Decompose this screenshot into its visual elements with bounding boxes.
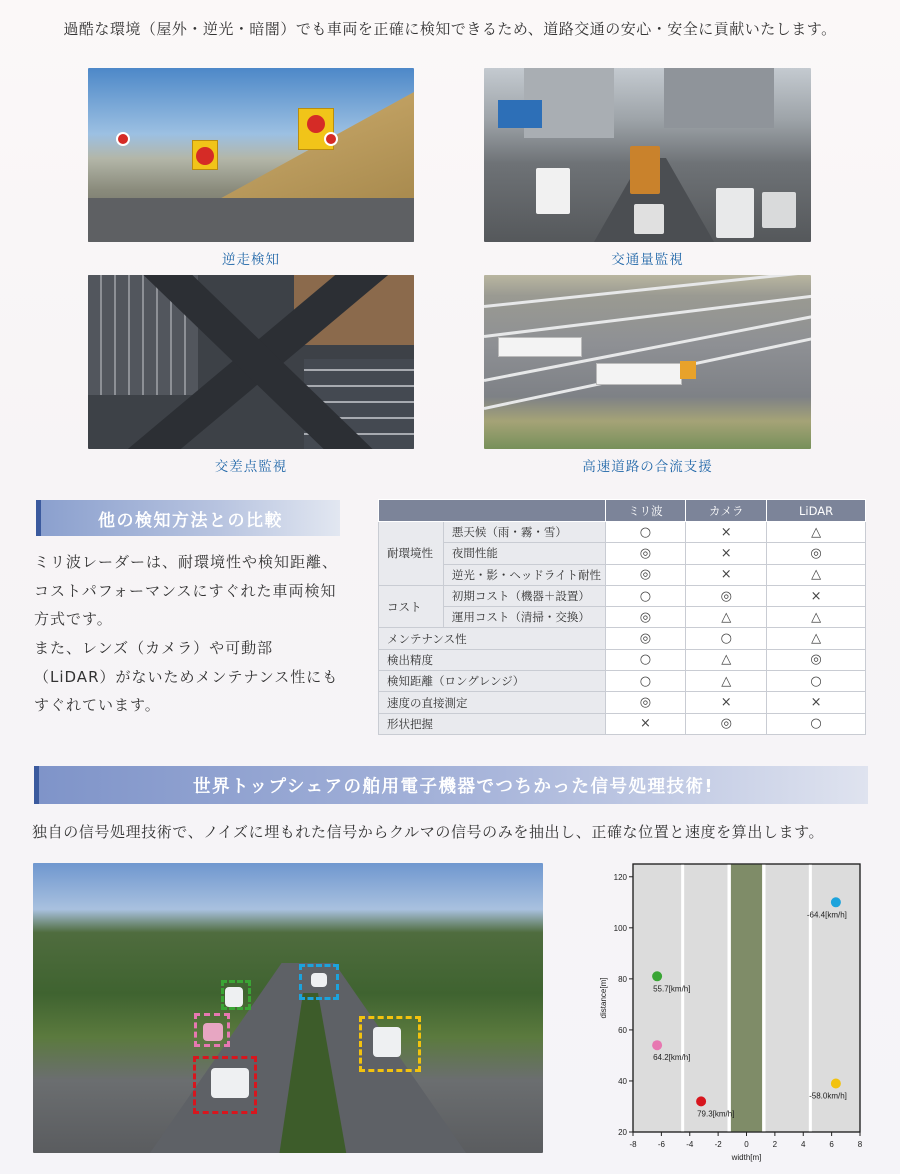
col-header: LiDAR [767,500,866,522]
cell-value: ○ [605,522,686,543]
traffic-monitoring-photo [484,68,811,242]
row-label: 速度の直接測定 [379,692,606,713]
cell-value: ◎ [767,649,866,670]
row-label: 夜間性能 [443,543,605,564]
cell-value: ○ [605,671,686,692]
cell-value: ○ [605,585,686,606]
caption-merge: 高速道路の合流支援 [582,459,713,475]
radar-scatter-chart [598,858,870,1168]
data-point [652,1040,662,1050]
table-row [379,649,866,670]
data-label: -58.0km/h] [809,1091,847,1101]
cell-value: ◎ [686,713,767,734]
cell-value: ◎ [767,543,866,564]
data-label: -64.4[km/h] [806,910,847,920]
cell-value: △ [767,607,866,628]
cell-value: △ [767,522,866,543]
x-tick-label: 0 [744,1140,749,1149]
signal-banner: 世界トップシェアの舶用電子機器でつちかった信号処理技術! [34,766,868,804]
table-row [379,713,866,734]
cell-value: × [686,522,767,543]
x-tick-label: 8 [857,1140,863,1149]
table-row [379,692,866,713]
comparison-paragraph-2: また、レンズ（カメラ）や可動部（LiDAR）がないためメンテナンス性にもすぐれています。 [34,639,339,714]
highway-merge-photo [484,275,811,449]
x-tick-label: 6 [829,1140,834,1149]
reverse-driving-photo [88,68,414,242]
cell-value: × [605,713,686,734]
data-label: 64.2[km/h] [653,1053,691,1063]
detection-box-blue [299,964,339,1000]
no-entry-sign [192,140,218,170]
x-tick-label: -2 [714,1140,722,1149]
cell-value: ○ [605,649,686,670]
cell-value: × [767,692,866,713]
x-tick-label: -4 [686,1140,694,1149]
y-tick-label: 20 [618,1128,627,1137]
x-tick-label: 4 [801,1140,806,1149]
row-label: 検出精度 [379,649,606,670]
comparison-table [378,499,866,735]
y-tick-label: 80 [618,974,627,984]
cell-value: △ [767,628,866,649]
cell-value: × [686,692,767,713]
intersection-photo [88,275,414,449]
row-label: メンテナンス性 [379,628,606,649]
y-tick-label: 120 [613,872,627,882]
caption-reverse: 逆走検知 [222,252,280,268]
y-tick-label: 60 [618,1025,627,1035]
comparison-paragraph-1: ミリ波レーダーは、耐環境性や検知距離、コストパフォーマンスにすぐれた車両検知方式です。 [34,553,339,628]
cell-value: ◎ [605,628,686,649]
cell-value: ◎ [605,607,686,628]
row-label: 逆光・影・ヘッドライト耐性 [443,564,605,585]
data-point [696,1096,706,1106]
detection-box-green [221,980,251,1010]
col-header: カメラ [686,500,767,522]
cell-value: ○ [686,628,767,649]
table-row [379,564,866,585]
data-point [831,897,841,907]
detection-box-red [193,1056,257,1114]
row-label: 検知距離（ロングレンジ） [379,671,606,692]
y-axis-label: distance[m] [599,977,608,1019]
cell-value: △ [686,607,767,628]
caption-intersection: 交差点監視 [214,459,288,475]
table-row [379,628,866,649]
caption-traffic: 交通量監視 [611,252,684,268]
table-row [379,543,866,564]
cell-value: ◎ [605,543,686,564]
cell-value: ◎ [605,564,686,585]
row-label: 初期コスト（機器＋設置） [443,585,605,606]
median-strip [731,864,762,1132]
x-tick-label: 2 [772,1140,778,1149]
y-tick-label: 40 [618,1076,627,1086]
row-label: 形状把握 [379,713,606,734]
row-label: 運用コスト（清掃・交換） [443,607,605,628]
row-label: 悪天候（雨・霧・雪） [443,522,605,543]
x-tick-label: -8 [629,1140,637,1149]
comparison-heading: 他の検知方法との比較 [36,500,340,536]
cell-value: × [767,585,866,606]
cell-value: ○ [767,671,866,692]
group-label: 耐環境性 [379,522,444,586]
cell-value: △ [686,671,767,692]
y-tick-label: 100 [613,923,627,933]
highway-detection-photo [33,863,543,1153]
table-row [379,585,866,606]
col-header: ミリ波 [605,500,686,522]
table-corner [379,500,606,522]
data-point [831,1079,841,1089]
intro-text: 過酷な環境（屋外・逆光・暗闇）でも車両を正確に検知できるため、道路交通の安心・安全に貢献いたします。 [63,20,837,38]
cell-value: △ [767,564,866,585]
table-row [379,607,866,628]
data-label: 55.7[km/h] [653,984,691,994]
radar-svg [598,858,870,1168]
x-axis-label: width[m] [731,1153,762,1162]
cell-value: ○ [767,713,866,734]
cell-value: △ [686,649,767,670]
cell-value: ◎ [686,585,767,606]
data-label: 79.3[km/h] [697,1109,735,1119]
cell-value: × [686,543,767,564]
cell-value: ◎ [605,692,686,713]
group-label: コスト [379,585,444,628]
table-row [379,671,866,692]
data-point [652,971,662,981]
cell-value: × [686,564,767,585]
detection-box-yellow [359,1016,421,1072]
x-tick-label: -6 [657,1140,665,1149]
table-row [379,522,866,543]
signal-description: 独自の信号処理技術で、ノイズに埋もれた信号からクルマの信号のみを抽出し、正確な位置と速度を算出します。 [32,823,825,841]
detection-box-pink [194,1013,230,1047]
